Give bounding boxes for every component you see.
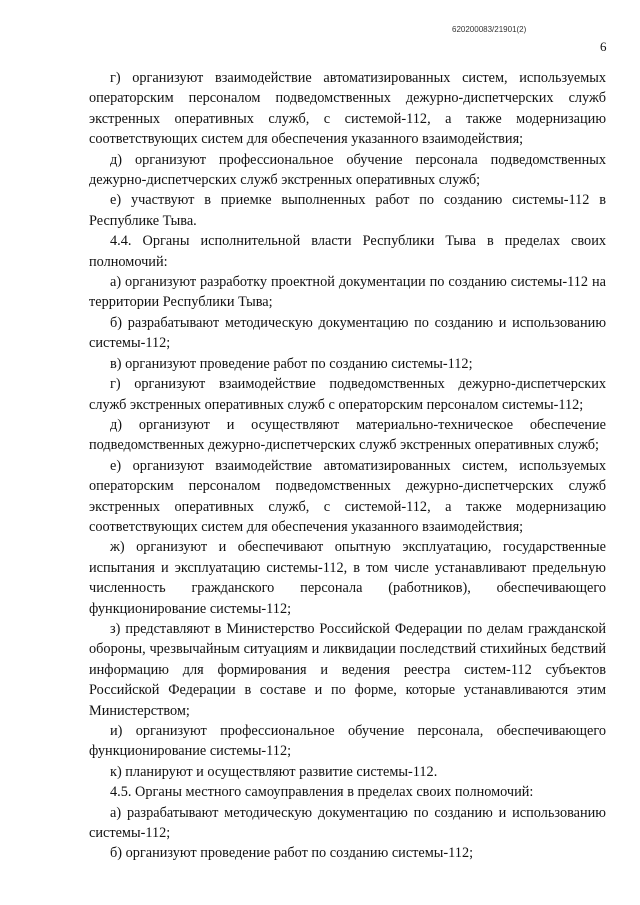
paragraph: ж) организуют и обеспечивают опытную эксплуатацию, государственные испытания и эксплуатацию системы-112, в том числе устанавливают предельную численность гражданского персонала (работников), обеспечивающего функционирование системы-112; bbox=[89, 539, 606, 617]
paragraph: а) организуют разработку проектной документации по созданию системы-112 на территории Республики Тыва; bbox=[89, 274, 606, 311]
paragraph: з) представляют в Министерство Российской Федерации по делам гражданской обороны, чрезвычайным ситуациям и ликвидации последствий стихийных бедствий информацию для формирования и ведения реестра систем-112 субъектов Российской Федерации в составе и по форме, которые устанавливаются этим Министерством; bbox=[89, 620, 606, 719]
paragraph: г) организуют взаимодействие подведомственных дежурно-диспетчерских служб экстренных оперативных служб с операторским персоналом системы-112; bbox=[89, 376, 606, 413]
section-heading-4-5: 4.5. Органы местного самоуправления в пределах своих полномочий: bbox=[110, 784, 534, 801]
paragraph: б) организуют проведение работ по созданию системы-112; bbox=[110, 845, 474, 862]
paragraph: и) организуют профессиональное обучение персонала, обеспечивающего функционирование системы-112; bbox=[89, 723, 606, 760]
paragraph: д) организуют и осуществляют материально-техническое обеспечение подведомственных дежурно-диспетчерских служб экстренных оперативных служб; bbox=[89, 416, 606, 454]
paragraph: в) организуют проведение работ по созданию системы-112; bbox=[110, 355, 473, 372]
paragraph: е) организуют взаимодействие автоматизированных систем, используемых операторским персоналом подведомственных дежурно-диспетчерских служб экстренных оперативных служб, с системой-112, а также модернизацию соответствующих систем для обеспечения указанного взаимодействия; bbox=[89, 457, 606, 535]
paragraph: б) разрабатывают методическую документацию по созданию и использованию системы-112; bbox=[89, 314, 606, 352]
document-body bbox=[89, 68, 606, 864]
section-heading-4-4: 4.4. Органы исполнительной власти Республики Тыва в пределах своих полномочий: bbox=[89, 233, 606, 270]
document-code: 620200083/21901(2) bbox=[452, 25, 527, 34]
page-number: 6 bbox=[600, 39, 607, 54]
paragraph: г) организуют взаимодействие автоматизированных систем, используемых операторским персоналом подведомственных дежурно-диспетчерских служб экстренных оперативных служб, с системой-112, а также модернизацию соответствующих систем для обеспечения указанного взаимодействия; bbox=[89, 70, 606, 148]
paragraph: а) разрабатывают методическую документацию по созданию и использованию системы-112; bbox=[89, 804, 606, 842]
paragraph: е) участвуют в приемке выполненных работ по созданию системы-112 в Республике Тыва. bbox=[89, 192, 606, 229]
paragraph: д) организуют профессиональное обучение персонала подведомственных дежурно-диспетчерских служб экстренных оперативных служб; bbox=[89, 151, 606, 189]
paragraph: к) планируют и осуществляют развитие системы-112. bbox=[110, 763, 438, 780]
